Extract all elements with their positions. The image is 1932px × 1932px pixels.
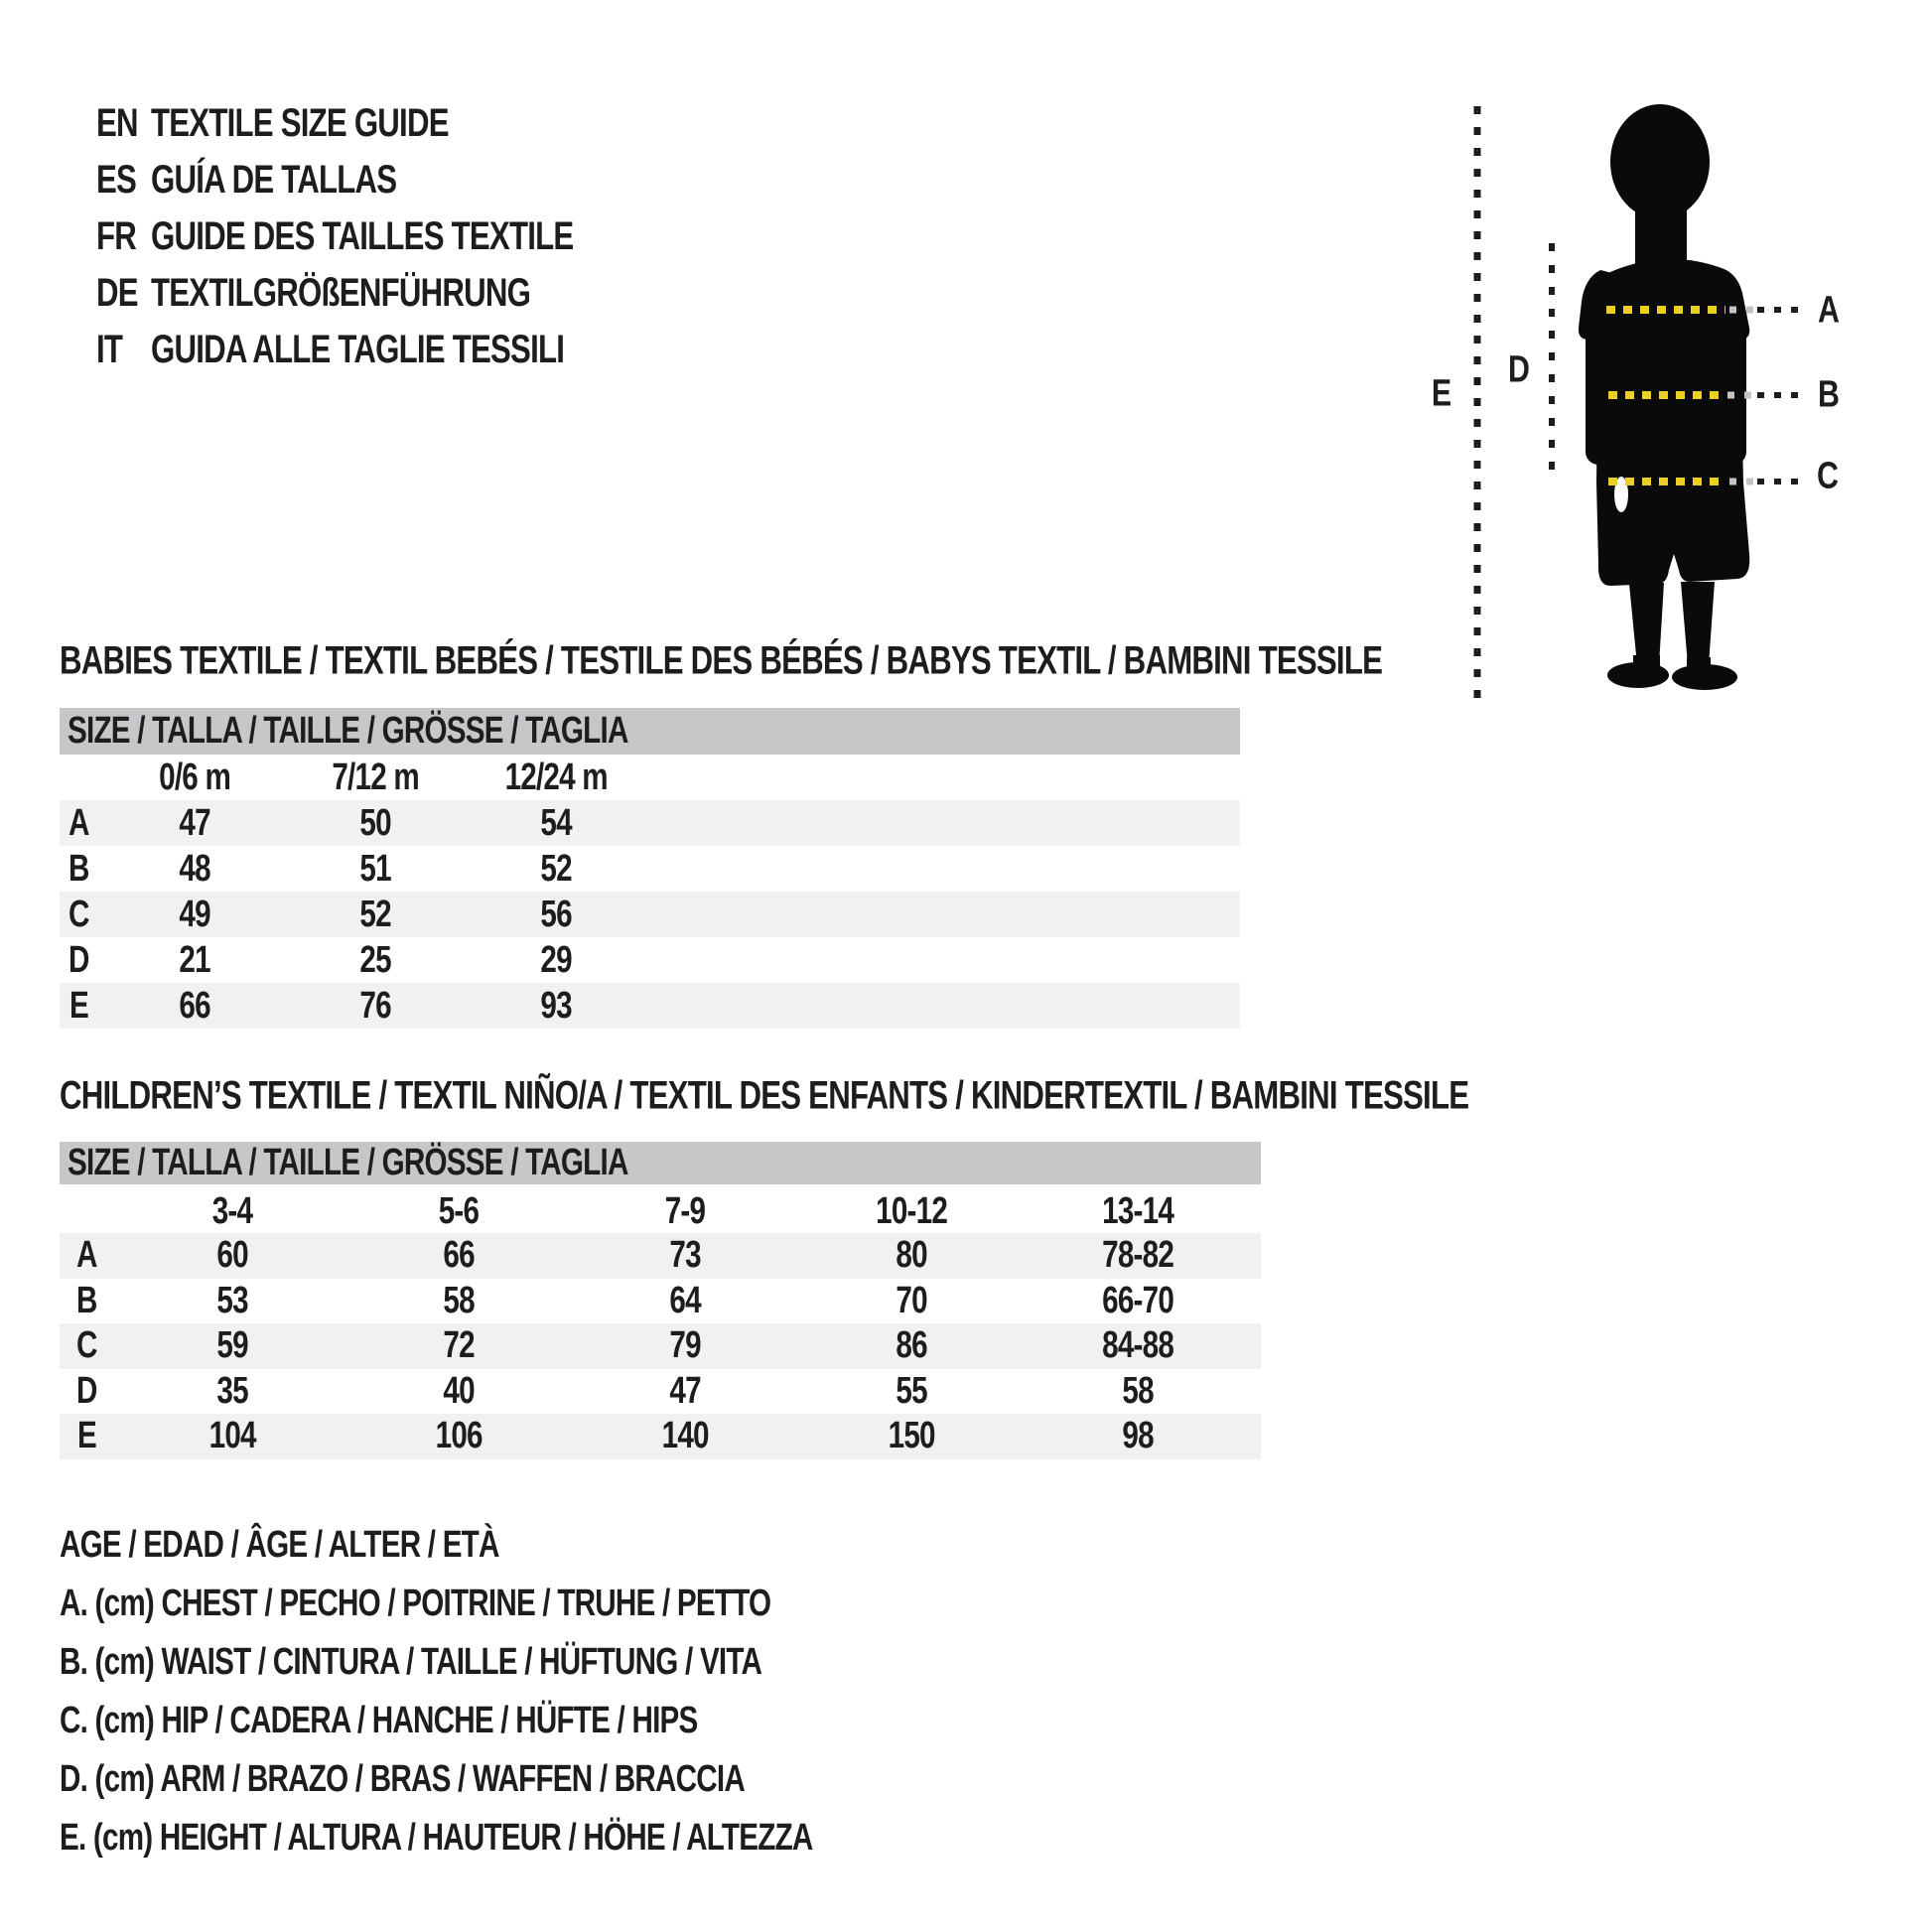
table-cell: 76 [359,984,391,1027]
measure-label-a: A [1818,289,1840,332]
babies-table-row [60,983,1240,1029]
table-cell: 25 [359,938,391,981]
language-code: ES [96,158,137,202]
row-label: E [69,984,89,1027]
row-label: C [69,893,89,935]
babies-table-row [60,892,1240,937]
language-code: FR [96,214,137,258]
table-cell: 66-70 [1102,1279,1173,1321]
measure-label-e: E [1431,372,1452,415]
children-column-headers [60,1189,1261,1235]
language-code: EN [96,101,138,145]
table-cell: 78-82 [1102,1234,1173,1277]
table-cell: 86 [896,1324,927,1367]
table-cell: 21 [179,938,210,981]
table-cell: 58 [1122,1369,1154,1412]
column-header: 10-12 [876,1190,947,1233]
row-label: B [75,1279,97,1321]
language-row [96,322,692,378]
language-row [96,95,692,152]
measure-label-d: D [1508,348,1530,391]
language-code: IT [96,328,123,371]
table-cell: 66 [179,984,210,1027]
table-cell: 150 [888,1415,935,1457]
table-cell: 60 [216,1234,248,1277]
table-cell: 98 [1122,1415,1154,1457]
babies-column-headers [60,755,1240,800]
measure-label-c: C [1817,455,1839,497]
babies-section-title: BABIES TEXTILE / TEXTIL BEBÉS / TESTILE DES BÉBÉS / BABYS TEXTIL / BAMBINI TESSILE [60,638,1383,683]
row-label: E [76,1415,96,1457]
table-cell: 56 [540,893,572,935]
table-cell: 49 [179,893,210,935]
column-header: 7-9 [664,1190,706,1233]
column-header: 3-4 [211,1190,253,1233]
row-label: A [69,801,89,844]
language-row [96,265,692,322]
table-cell: 72 [443,1324,475,1367]
children-section-title: CHILDREN’S TEXTILE / TEXTIL NIÑO/A / TEXTIL DES ENFANTS / KINDERTEXTIL / BAMBINI TESSILE [60,1073,1469,1118]
legend-line: D. (cm) ARM / BRAZO / BRAS / WAFFEN / BRACCIA [60,1758,745,1800]
table-cell: 50 [359,801,391,844]
table-cell: 40 [443,1369,475,1412]
column-header: 13-14 [1102,1190,1173,1233]
legend-line: A. (cm) CHEST / PECHO / POITRINE / TRUHE / PETTO [60,1583,771,1624]
babies-table-row [60,937,1240,983]
table-cell: 79 [669,1324,701,1367]
babies-table-row [60,846,1240,892]
row-label: A [75,1234,97,1277]
language-code: DE [96,271,138,315]
table-cell: 104 [208,1415,256,1457]
language-title: TEXTILGRÖßENFÜHRUNG [151,271,531,315]
row-label: D [69,938,89,981]
children-table-row [60,1414,1261,1459]
language-list [96,95,692,378]
column-header: 12/24 m [504,756,608,798]
measure-label-b: B [1818,373,1840,416]
children-table-row [60,1323,1261,1369]
table-cell: 48 [179,847,210,890]
table-cell: 55 [896,1369,927,1412]
legend-line: B. (cm) WAIST / CINTURA / TAILLE / HÜFTUNG / VITA [60,1641,762,1683]
table-cell: 140 [661,1415,709,1457]
table-cell: 73 [669,1234,701,1277]
table-cell: 54 [540,801,572,844]
table-cell: 66 [443,1234,475,1277]
table-cell: 70 [896,1279,927,1321]
legend-line: AGE / EDAD / ÂGE / ALTER / ETÀ [60,1524,499,1566]
table-cell: 93 [540,984,572,1027]
column-header: 0/6 m [159,756,230,798]
legend-line: E. (cm) HEIGHT / ALTURA / HAUTEUR / HÖHE / ALTEZZA [60,1817,813,1859]
table-cell: 52 [359,893,391,935]
language-row [96,152,692,208]
row-label: B [69,847,89,890]
table-cell: 58 [443,1279,475,1321]
children-table-row [60,1279,1261,1324]
language-title: GUIDE DES TAILLES TEXTILE [151,214,574,258]
row-label: C [75,1324,97,1367]
measurement-legend [60,1516,1025,1867]
table-cell: 80 [896,1234,927,1277]
children-table-row [60,1233,1261,1279]
column-header: 5-6 [438,1190,480,1233]
legend-line: C. (cm) HIP / CADERA / HANCHE / HÜFTE / HIPS [60,1700,698,1741]
language-title: GUIDA ALLE TAGLIE TESSILI [151,328,565,371]
table-cell: 64 [669,1279,701,1321]
children-table-row [60,1369,1261,1415]
language-row [96,208,692,265]
column-header: 7/12 m [332,756,419,798]
table-cell: 84-88 [1102,1324,1173,1367]
babies-size-header-bar: SIZE / TALLA / TAILLE / GRÖSSE / TAGLIA [60,708,1240,755]
language-title: TEXTILE SIZE GUIDE [151,101,449,145]
table-cell: 29 [540,938,572,981]
children-size-header-bar: SIZE / TALLA / TAILLE / GRÖSSE / TAGLIA [60,1142,1261,1184]
table-cell: 47 [179,801,210,844]
table-cell: 106 [435,1415,483,1457]
babies-table-row [60,800,1240,846]
table-cell: 35 [216,1369,248,1412]
language-title: GUÍA DE TALLAS [151,158,397,202]
table-cell: 51 [359,847,391,890]
table-cell: 47 [669,1369,701,1412]
table-cell: 52 [540,847,572,890]
size-figure-diagram [1390,89,1932,725]
table-cell: 59 [216,1324,248,1367]
row-label: D [75,1369,97,1412]
table-cell: 53 [216,1279,248,1321]
